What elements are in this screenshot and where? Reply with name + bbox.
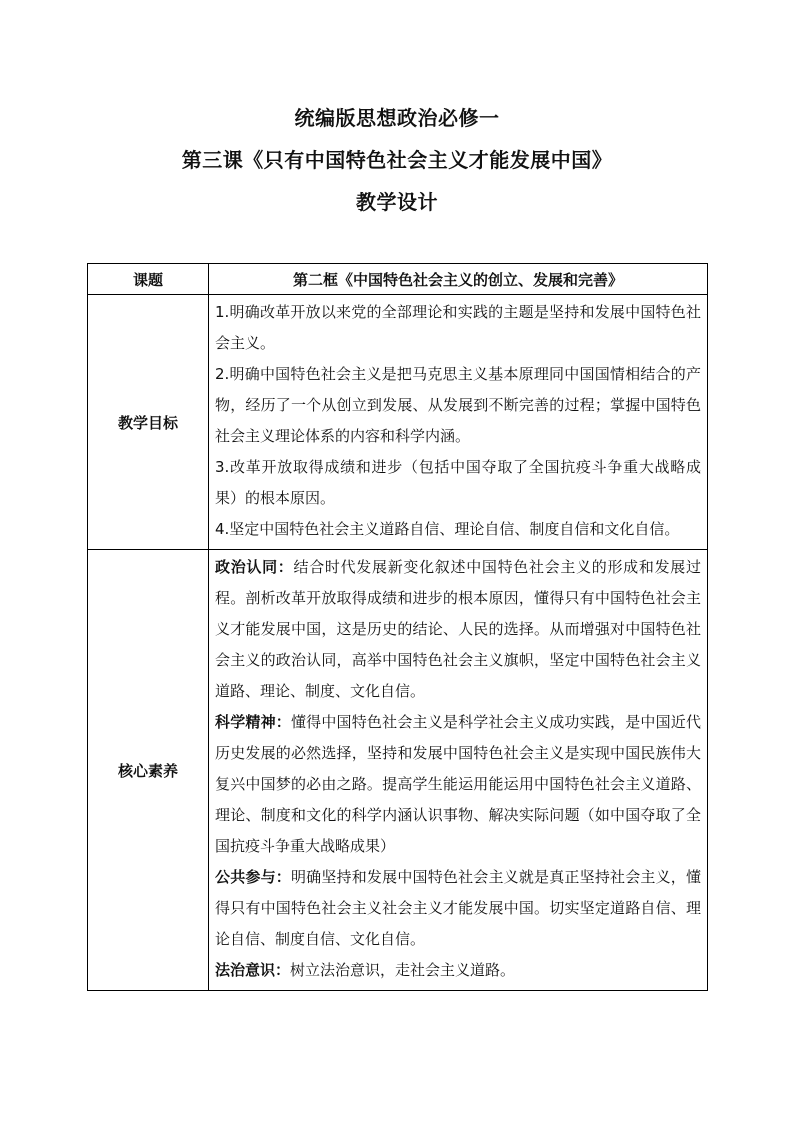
- literacy-item: [215, 552, 701, 707]
- table-row: [88, 550, 708, 991]
- literacy-text: 懂得中国特色社会主义是科学社会主义成功实践，是中国近代历史发展的必然选择，坚持和发展中国特色社会主义是实现中国民族伟大复兴中国梦的必由之路。提高学生能运用能运用中国特色社会主义道路、理论、制度和文化的科学内涵认识事物、解决实际问题（如中国夺取了全国抗疫斗争重大战略成果）: [215, 713, 701, 855]
- literacy-key: 法治意识：: [215, 961, 291, 979]
- objective-item: 3.改革开放取得成绩和进步（包括中国夺取了全国抗疫斗争重大战略成果）的根本原因。: [215, 458, 701, 507]
- document-title: 统编版思想政治必修一: [294, 106, 500, 130]
- literacy-key: 公共参与：: [215, 868, 291, 886]
- objective-item: 2.明确中国特色社会主义是把马克思主义基本原理同中国国情相结合的产物，经历了一个从创立到发展、从发展到不断完善的过程；掌握中国特色社会主义理论体系的内容和科学内涵。: [215, 365, 701, 445]
- literacy-item: [215, 955, 701, 986]
- core-literacy-label: 核心素养: [88, 550, 209, 991]
- document-subtitle: 教学设计: [356, 190, 438, 214]
- lesson-title: 第三课《只有中国特色社会主义才能发展中国》: [181, 148, 613, 172]
- literacy-text: 明确坚持和发展中国特色社会主义就是真正坚持社会主义，懂得只有中国特色社会主义社会主义才能发展中国。切实坚定道路自信、理论自信、制度自信、文化自信。: [215, 868, 701, 948]
- topic-label: 课题: [88, 264, 209, 295]
- literacy-item: [215, 707, 701, 862]
- literacy-text: 结合时代发展新变化叙述中国特色社会主义的形成和发展过程。剖析改革开放取得成绩和进步的根本原因，懂得只有中国特色社会主义才能发展中国，这是历史的结论、人民的选择。从而增强对中国特色社会主义的政治认同，高举中国特色社会主义旗帜，坚定中国特色社会主义道路、理论、制度、文化自信。: [215, 558, 701, 700]
- literacy-key: 科学精神：: [215, 713, 291, 731]
- lesson-plan-table: [87, 263, 708, 991]
- objective-item: 4.坚定中国特色社会主义道路自信、理论自信、制度自信和文化自信。: [215, 520, 680, 538]
- objectives-content: [209, 295, 708, 550]
- table-row: [88, 264, 708, 295]
- literacy-key: 政治认同：: [215, 558, 294, 576]
- literacy-item: [215, 862, 701, 955]
- core-literacy-content: [209, 550, 708, 991]
- topic-value: 第二框《中国特色社会主义的创立、发展和完善》: [209, 264, 708, 295]
- table-row: [88, 295, 708, 550]
- objective-item: 1.明确改革开放以来党的全部理论和实践的主题是坚持和发展中国特色社会主义。: [215, 303, 701, 352]
- literacy-text: 树立法治意识，走社会主义道路。: [290, 961, 516, 979]
- objectives-label: 教学目标: [88, 295, 209, 550]
